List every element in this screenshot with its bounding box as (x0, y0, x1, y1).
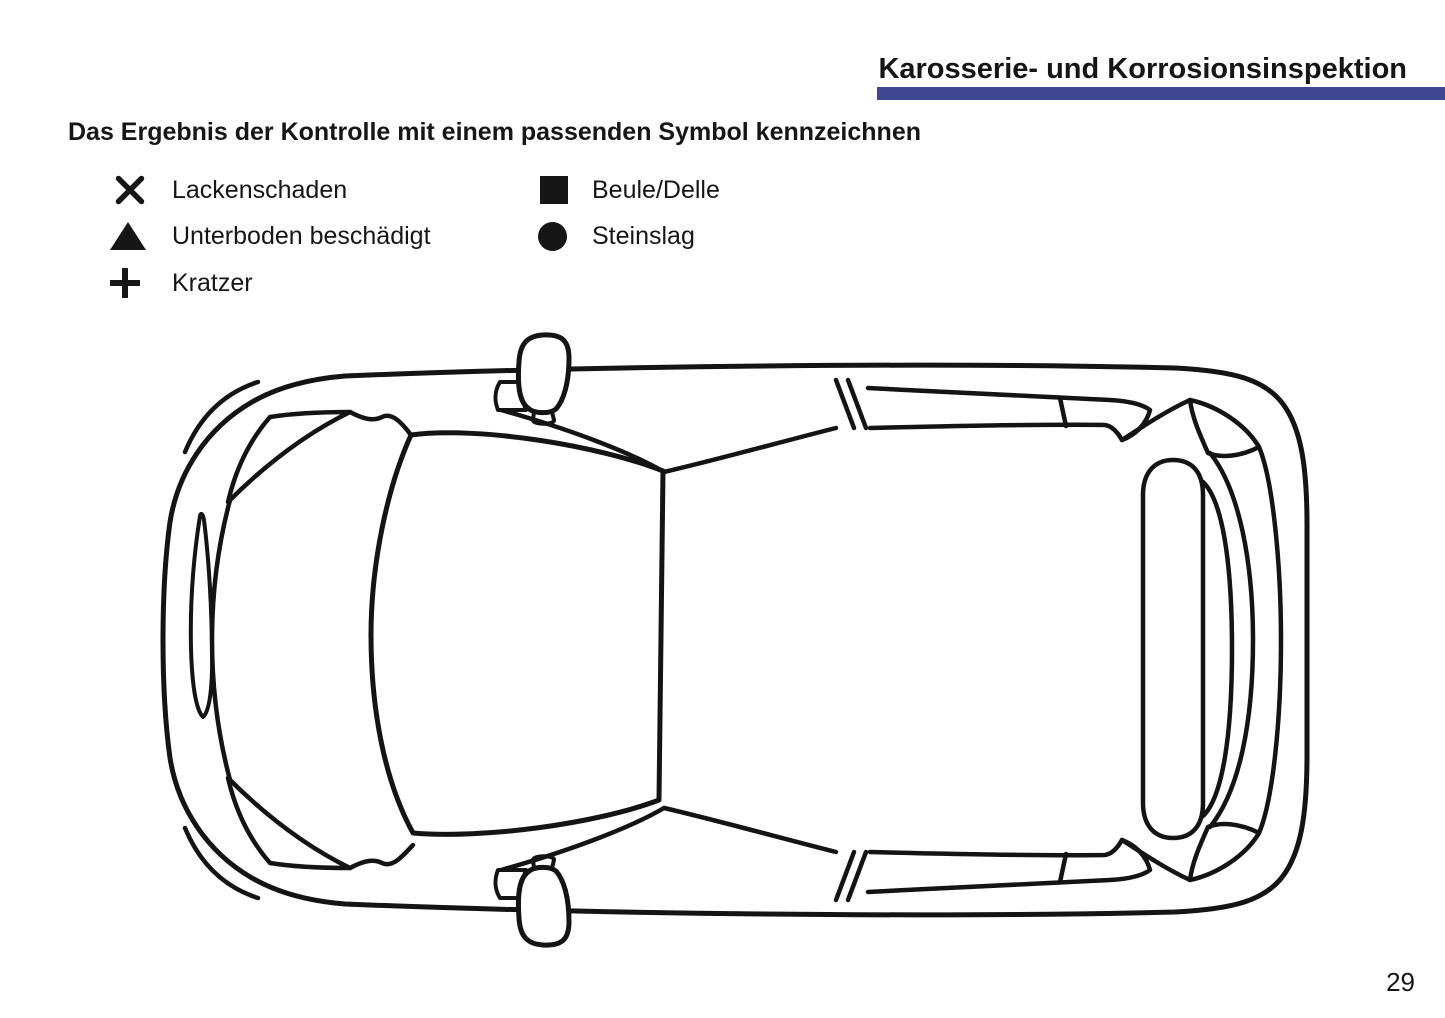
page-number: 29 (1386, 967, 1415, 997)
legend-item-kratzer (110, 265, 253, 301)
grille-slit (191, 514, 212, 717)
hatch-seam (1259, 447, 1281, 833)
square-icon (538, 176, 592, 204)
side-band-bottom (496, 808, 1259, 945)
window-sill-line (664, 428, 836, 472)
headlight-top (228, 412, 350, 502)
rear-window-divider (1060, 398, 1066, 426)
bumper-seam-bottom (185, 828, 258, 898)
legend-label: Lackenschaden (172, 176, 348, 204)
instruction-heading: Das Ergebnis der Kontrolle mit einem passenden Symbol kennzeichnen (68, 118, 921, 146)
hood-front-crease (212, 500, 230, 780)
x-mark-icon (110, 175, 172, 205)
car-top-view-diagram (160, 330, 1310, 950)
plus-icon (110, 268, 172, 298)
legend-label: Steinslag (592, 222, 695, 250)
c-pillar-crease (1122, 400, 1190, 440)
headlight-bottom (228, 778, 350, 868)
legend-item-steinslag (538, 218, 695, 254)
legend-label: Kratzer (172, 269, 253, 297)
car-body-outline (163, 365, 1307, 915)
circle-icon (538, 222, 592, 251)
legend-label: Beule/Delle (592, 176, 720, 204)
tail-light (1190, 400, 1259, 456)
legend-item-beule-delle (538, 172, 720, 208)
cowl-line-top (350, 412, 411, 435)
triangle-icon (110, 222, 172, 250)
side-mirror (518, 335, 569, 413)
windshield (371, 433, 663, 835)
side-band-top (496, 335, 1259, 472)
legend-item-lackenschaden (110, 172, 347, 208)
rear-seatback-line (1203, 482, 1232, 816)
rear-side-window-sill (870, 425, 1122, 440)
page-header-title: Karosserie- und Korrosionsinspektion (878, 53, 1407, 85)
rear-side-window-top (868, 388, 1150, 440)
b-pillar (836, 380, 866, 428)
header-underline-bar (877, 87, 1445, 100)
bumper-seam-top (185, 382, 258, 452)
rear-headrest-capsule (1143, 460, 1203, 838)
car-top-view-svg (160, 330, 1310, 950)
cowl-line-bottom (350, 845, 413, 868)
legend-label: Unterboden beschädigt (172, 222, 431, 250)
legend-item-unterboden (110, 218, 431, 254)
